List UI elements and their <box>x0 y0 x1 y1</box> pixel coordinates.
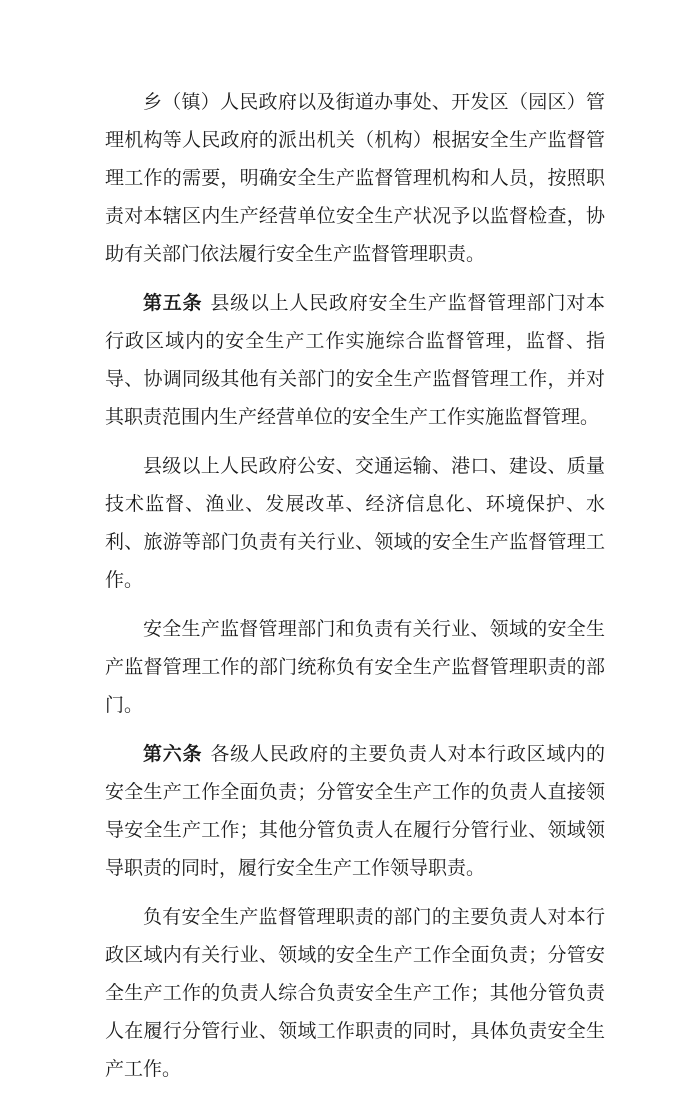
paragraph-text: 乡（镇）人民政府以及街道办事处、开发区（园区）管理机构等人民政府的派出机关（机构）根据安全生产监督管理工作的需要，明确安全生产监督管理机构和人员，按照职责对本辖区内生产经营单位安全生产状况予以监督检查，协助有关部门依法履行安全生产监督管理职责。 <box>105 91 605 265</box>
paragraph-text: 负有安全生产监督管理职责的部门的主要负责人对本行政区域内有关行业、领域的安全生产工作全面负责；分管安全生产工作的负责人综合负责安全生产工作；其他分管负责人在履行分管行业、领域工作职责的同时，具体负责安全生产工作。 <box>105 906 605 1080</box>
paragraph-article-5 <box>105 284 605 436</box>
article-number: 第五条 <box>143 292 203 314</box>
paragraph-text: 县级以上人民政府安全生产监督管理部门对本行政区域内的安全生产工作实施综合监督管理，监督、指导、协调同级其他有关部门的安全生产监督管理工作，并对其职责范围内生产经营单位的安全生产工作实施监督管理。 <box>105 292 605 428</box>
paragraph-text: 各级人民政府的主要负责人对本行政区域内的安全生产工作全面负责；分管安全生产工作的负责人直接领导安全生产工作；其他分管负责人在履行分管行业、领域领导职责的同时，履行安全生产工作领导职责。 <box>105 743 605 879</box>
paragraph-text: 县级以上人民政府公安、交通运输、港口、建设、质量技术监督、渔业、发展改革、经济信息化、环境保护、水利、旅游等部门负责有关行业、领域的安全生产监督管理工作。 <box>105 455 605 591</box>
paragraph-collective-term <box>105 610 605 724</box>
article-number: 第六条 <box>143 743 203 765</box>
paragraph-department-heads <box>105 898 605 1088</box>
document-body <box>105 83 605 1099</box>
paragraph-text: 安全生产监督管理部门和负责有关行业、领域的安全生产监督管理工作的部门统称负有安全生产监督管理职责的部门。 <box>105 618 605 716</box>
paragraph-related-departments <box>105 447 605 599</box>
paragraph-article-6 <box>105 735 605 887</box>
paragraph-township-agencies <box>105 83 605 273</box>
